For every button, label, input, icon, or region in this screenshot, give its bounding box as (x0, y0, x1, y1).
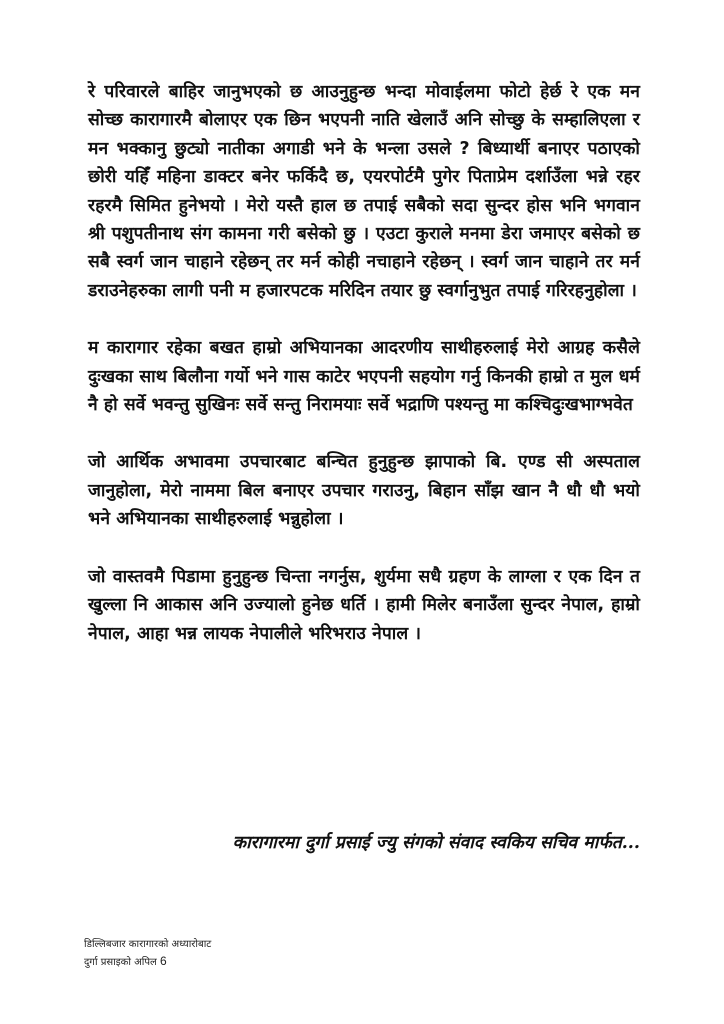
footer-title-line (84, 953, 211, 971)
footer-source: डिल्लिबजार कारागारको अध्यारोबाट (84, 939, 212, 950)
footer-title: दुर्गा प्रसाइको अपिल (84, 957, 157, 968)
paragraph-3: जो आर्थिक अभावमा उपचारबाट बन्चित हुनुहुन्छ झापाको बि. एण्ड सी अस्पताल जानुहोला, मेरो नाममा बिल बनाएर उपचार गराउनु, बिहान साँझ खान नै धौ धौ भयो भने अभियानका साथीहरुलाई भन्नुहोला । (88, 452, 640, 530)
paragraph-2: म कारागार रहेका बखत हाम्रो अभियानका आदरणीय साथीहरुलाई मेरो आग्रह कसैले दुःखका साथ बिलौना गर्यो भने गास काटेर भएपनी सहयोग गर्नु किनकी हाम्रो त मुल धर्म नै हो सर्वे भवन्तु सुखिनः सर्वे सन्तु निरामयाः सर्वे भद्राणि पश्यन्तु मा कश्चिदुःखभाग्भवेत (88, 338, 640, 416)
paragraph-1: रे परिवारले बाहिर जानुभएको छ आउनुहुन्छ भन्दा मोवाईलमा फोटो हेर्छ रे एक मन सोच्छ कारागारमै बोलाएर एक छिन भएपनी नाति खेलाउँ अनि सोच्छु के सम्हालिएला र मन भक्कानु छुट्यो नातीका अगाडी भने के भन्ला उसले ? बिध्यार्थी बनाएर पठाएको छोरी यहिँ महिना डाक्टर बनेर फर्किदै छ, एयरपोर्टमै पुगेर पिताप्रेम दर्शाउँला भन्ने रहर रहरमै सिमित हुनेभयो । मेरो यस्तै हाल छ तपाई सबैको सदा सुन्दर होस भनि भगवान श्री पशुपतीनाथ संग कामना गरी बसेको छु । एउटा कुराले मनमा डेरा जमाएर बसेको छ सबै स्वर्ग जान चाहाने रहेछन् तर मर्न कोही नचाहाने रहेछन् । स्वर्ग जान चाहाने तर मर्न डराउनेहरुका लागी पनी म हजारपटक मरिदिन तयार छु स्वर्गानुभुत तपाई गरिरहनुहोला । (88, 82, 640, 301)
paragraph-4: जो वास्तवमै पिडामा हुनुहुन्छ चिन्ता नगर्नुस, शुर्यमा सधै ग्रहण के लाग्ला र एक दिन त खुल्ला नि आकास अनि उज्यालो हुनेछ धर्ति । हामी मिलेर बनाउँला सुन्दर नेपाल, हाम्रो नेपाल, आहा भन्न लायक नेपालीले भरिभराउ नेपाल । (88, 566, 640, 644)
page-number: 6 (160, 954, 167, 968)
letter-body (88, 78, 640, 648)
signature-line: कारागारमा दुर्गा प्रसाई ज्यु संगको संवाद स्वकिय सचिव मार्फत... (232, 833, 640, 853)
page-footer (84, 936, 211, 971)
